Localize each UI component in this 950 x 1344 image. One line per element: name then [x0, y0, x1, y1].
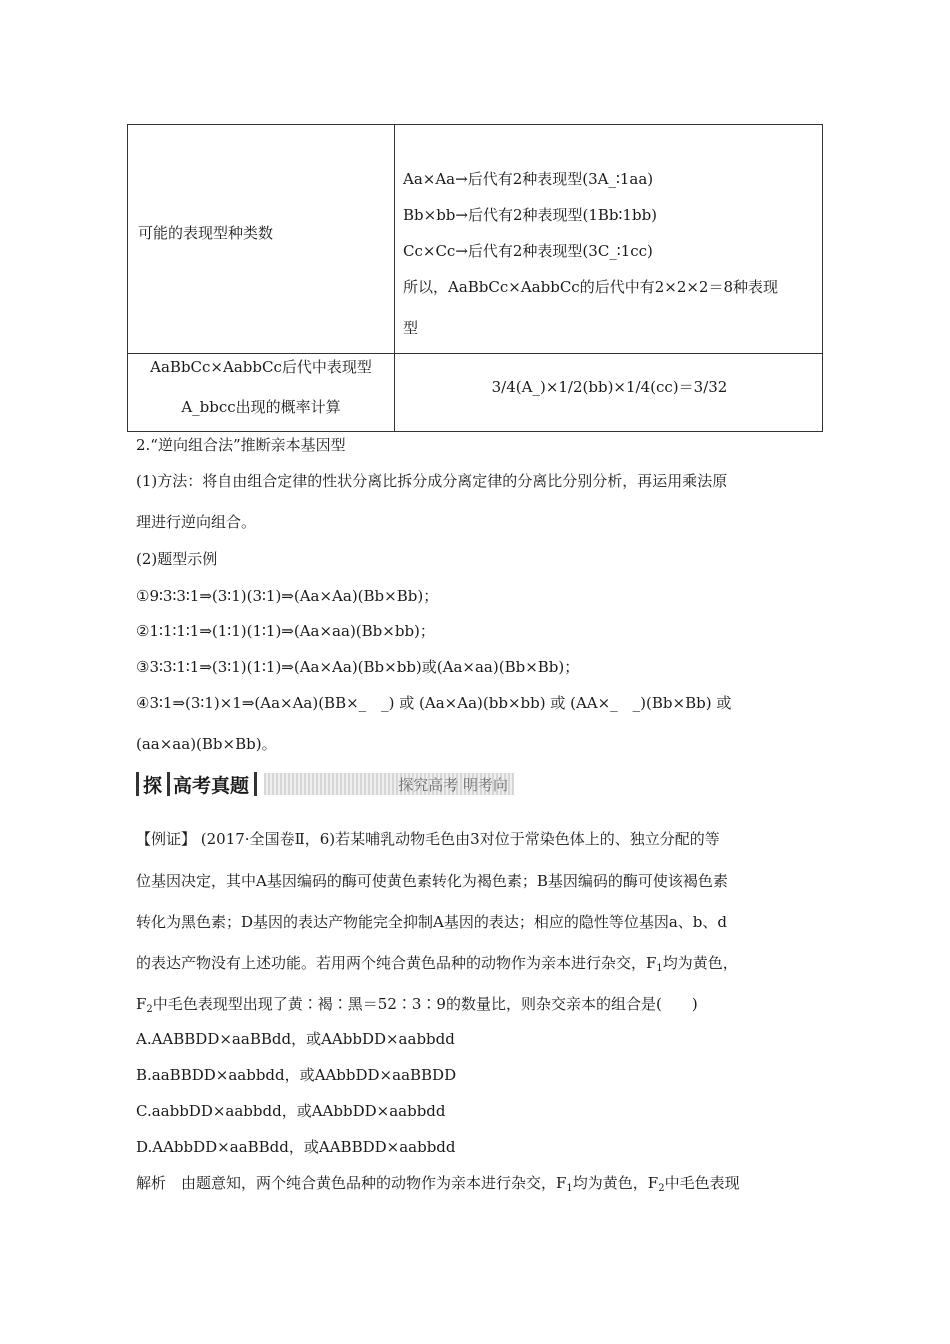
genotype-table	[127, 124, 823, 432]
table-row2-value: 3/4(A_)×1/2(bb)×1/4(cc)＝3/32	[491, 378, 728, 396]
example-item: (aa×aa)(Bb×Bb)。	[136, 735, 277, 753]
section-heading: 2.“逆向组合法”推断亲本基因型	[136, 436, 346, 454]
example-text: 转化为黑色素；D基因的表达产物能完全抑制A基因的表达；相应的隐性等位基因a、b、d	[136, 913, 728, 931]
example-text: 位基因决定，其中A基因编码的酶可使黄色素转化为褐色素；B基因编码的酶可使该褐色素	[136, 872, 728, 890]
banner-subtitle: 探究高考 明考向	[398, 776, 508, 794]
table-row1-line: Cc×Cc→后代有2种表现型(3C_∶1cc)	[403, 242, 653, 260]
examples-title: (2)题型示例	[136, 550, 218, 568]
method-text: 理进行逆向组合。	[136, 513, 257, 531]
example-item: ③3∶3∶1∶1⇒(3∶1)(1∶1)⇒(Aa×Aa)(Bb×bb)或(Aa×aa)(Bb×Bb)；	[136, 658, 580, 676]
option-a: A.AABBDD×aaBBdd，或AAbbDD×aabbdd	[136, 1030, 455, 1048]
table-row2-label: AaBbCc×AabbCc后代中表现型	[150, 358, 372, 376]
option-c: C.aabbDD×aabbdd，或AAbbDD×aabbdd	[136, 1102, 446, 1120]
option-d: D.AAbbDD×aaBBdd，或AABBDD×aabbdd	[136, 1138, 456, 1156]
banner-strip	[264, 773, 514, 795]
banner-char: 探	[143, 775, 163, 797]
table-row1-line: Bb×bb→后代有2种表现型(1Bb∶1bb)	[403, 206, 658, 224]
section-banner	[136, 769, 514, 799]
example-item: ②1∶1∶1∶1⇒(1∶1)(1∶1)⇒(Aa×aa)(Bb×bb)；	[136, 622, 435, 640]
example-text: 的表达产物没有上述功能。若用两个纯合黄色品种的动物作为亲本进行杂交，$F_1$均为黄色，	[136, 954, 738, 974]
example-item: ①9∶3∶3∶1⇒(3∶1)(3∶1)⇒(Aa×Aa)(Bb×Bb)；	[136, 587, 439, 605]
banner-bar	[136, 772, 139, 796]
banner-bar	[254, 772, 257, 796]
banner-title: 高考真题	[173, 775, 250, 797]
table-row1-line: 型	[403, 319, 419, 337]
method-text: (1)方法：将自由组合定律的性状分离比拆分成分离定律的分离比分别分析，再运用乘法原	[136, 472, 728, 490]
example-text: $F_2$中毛色表现型出现了黄∶褐∶黑＝52∶3∶9的数量比，则杂交亲本的组合是( )	[136, 995, 698, 1015]
table-row1-line: Aa×Aa→后代有2种表现型(3A_∶1aa)	[403, 170, 654, 188]
table-row2-label: A_bbcc出现的概率计算	[181, 398, 341, 416]
analysis-text: 解析 由题意知，两个纯合黄色品种的动物作为亲本进行杂交，$F_1$均为黄色，$F_2$中毛色表现	[136, 1174, 740, 1194]
example-text: 【例证】 (2017·全国卷Ⅱ，6)若某哺乳动物毛色由3对位于常染色体上的、独立分配的等	[136, 830, 720, 848]
banner-bar	[167, 772, 170, 796]
option-b: B.aaBBDD×aabbdd，或AAbbDD×aaBBDD	[136, 1066, 457, 1084]
table-row1-label: 可能的表现型种类数	[138, 224, 274, 242]
table-row1-line: 所以，AaBbCc×AabbCc的后代中有2×2×2＝8种表现	[403, 278, 779, 296]
example-item: ④3∶1⇒(3∶1)×1⇒(Aa×Aa)(BB×_ _) 或 (Aa×Aa)(bb×bb) 或 (AA×_ _)(Bb×Bb) 或	[136, 694, 732, 712]
table-row-divider	[128, 353, 822, 354]
